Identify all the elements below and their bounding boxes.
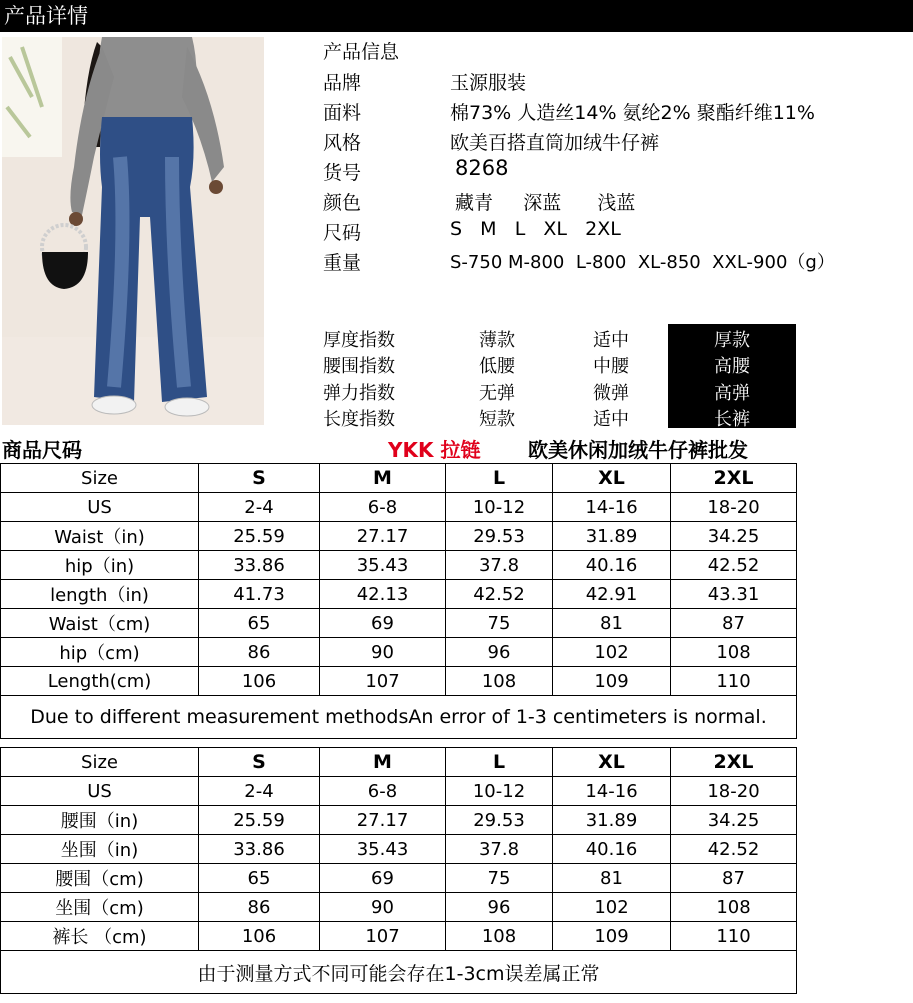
table-cell: 90 <box>320 893 446 922</box>
table-cell: 25.59 <box>199 522 320 551</box>
row-label-cell: 坐围（in) <box>1 835 199 864</box>
index-option: 无弹 <box>479 383 515 404</box>
table-cell: 31.89 <box>553 522 671 551</box>
table-cell: 90 <box>320 638 446 667</box>
table-row <box>1 522 797 551</box>
table-header-cell: L <box>446 464 553 493</box>
table-cell: 40.16 <box>553 551 671 580</box>
table-row <box>1 922 797 951</box>
table-cell: 37.8 <box>446 551 553 580</box>
table-cell: 75 <box>446 609 553 638</box>
table-cell: 86 <box>199 638 320 667</box>
table-cell: 34.25 <box>671 806 797 835</box>
table-header-cell: Size <box>1 748 199 777</box>
info-label-weight: 重量 <box>323 252 362 274</box>
index-option-selected: 长裤 <box>714 409 750 430</box>
table-cell: 106 <box>199 922 320 951</box>
table-cell: 37.8 <box>446 835 553 864</box>
table-cell: 87 <box>671 609 797 638</box>
table-cell: 96 <box>446 893 553 922</box>
table-cell: 107 <box>320 922 446 951</box>
info-label-size: 尺码 <box>323 222 362 244</box>
table-row <box>1 806 797 835</box>
table-cell: 18-20 <box>671 493 797 522</box>
row-label-cell: hip（in) <box>1 551 199 580</box>
table-row <box>1 580 797 609</box>
table-header-cell: S <box>199 464 320 493</box>
info-value-weight: S-750 M-800 L-800 XL-850 XXL-900（g） <box>450 252 835 273</box>
table-row <box>1 864 797 893</box>
table-cell: 65 <box>199 864 320 893</box>
table-cell: 34.25 <box>671 522 797 551</box>
index-option: 低腰 <box>479 356 515 377</box>
index-label-waist: 腰围指数 <box>323 356 395 377</box>
info-value-brand: 玉源服装 <box>450 72 527 94</box>
info-label-color: 颜色 <box>323 192 362 214</box>
table-cell: 10-12 <box>446 777 553 806</box>
index-option-selected: 高弹 <box>714 383 750 404</box>
header-bar <box>0 0 913 32</box>
table-header-cell: 2XL <box>671 748 797 777</box>
table-cell: 108 <box>446 922 553 951</box>
table-cell: 86 <box>199 893 320 922</box>
table-header-cell: Size <box>1 464 199 493</box>
table-cell: 35.43 <box>320 835 446 864</box>
table-row <box>1 638 797 667</box>
table-cell: 10-12 <box>446 493 553 522</box>
table-header-row <box>1 464 797 493</box>
table-cell: 6-8 <box>320 493 446 522</box>
table-note-row <box>1 696 797 739</box>
info-label-fabric: 面料 <box>323 102 362 124</box>
index-option-selected: 高腰 <box>714 356 750 377</box>
table-cell: 31.89 <box>553 806 671 835</box>
table-cell: 69 <box>320 864 446 893</box>
table-header-cell: S <box>199 748 320 777</box>
info-value-color: 藏青 深蓝 浅蓝 <box>455 192 636 214</box>
table-cell: 42.52 <box>671 551 797 580</box>
table-cell: 29.53 <box>446 522 553 551</box>
row-label-cell: US <box>1 493 199 522</box>
table-cell: 109 <box>553 667 671 696</box>
size-section-title: 商品尺码 <box>2 438 82 462</box>
table-cell: 29.53 <box>446 806 553 835</box>
table-cell: 87 <box>671 864 797 893</box>
table-row <box>1 893 797 922</box>
info-value-fabric: 棉73% 人造丝14% 氨纶2% 聚酯纤维11% <box>450 102 815 124</box>
table-header-cell: M <box>320 748 446 777</box>
table-cell: 42.13 <box>320 580 446 609</box>
table-header-cell: 2XL <box>671 464 797 493</box>
table-cell: 27.17 <box>320 806 446 835</box>
row-label-cell: Waist（cm) <box>1 609 199 638</box>
row-label-cell: hip（cm) <box>1 638 199 667</box>
table-cell: 33.86 <box>199 551 320 580</box>
table-header-cell: XL <box>553 748 671 777</box>
table-cell: 25.59 <box>199 806 320 835</box>
table-cell: 42.52 <box>446 580 553 609</box>
table-cell: 33.86 <box>199 835 320 864</box>
table-cell: 102 <box>553 893 671 922</box>
table-header-cell: L <box>446 748 553 777</box>
table-cell: 14-16 <box>553 777 671 806</box>
row-label-cell: 裤长 （cm) <box>1 922 199 951</box>
table-cell: 96 <box>446 638 553 667</box>
table-cell: 42.52 <box>671 835 797 864</box>
row-label-cell: length（in) <box>1 580 199 609</box>
table-cell: 41.73 <box>199 580 320 609</box>
table-cell: 108 <box>671 638 797 667</box>
table-cell: 2-4 <box>199 777 320 806</box>
model-jeans-illustration <box>2 37 264 425</box>
size-table-cn <box>0 747 797 994</box>
table-note-row <box>1 951 797 994</box>
table-cell: 110 <box>671 667 797 696</box>
page-title: 产品详情 <box>4 4 88 28</box>
size-table-en <box>0 463 797 739</box>
row-label-cell: 腰围（in) <box>1 806 199 835</box>
table-cell: 18-20 <box>671 777 797 806</box>
index-label-thickness: 厚度指数 <box>323 330 395 351</box>
info-value-sku: 8268 <box>455 156 509 180</box>
index-option: 薄款 <box>479 330 515 351</box>
table-cell: 69 <box>320 609 446 638</box>
table-cell: 65 <box>199 609 320 638</box>
table-row <box>1 667 797 696</box>
wholesale-subtitle: 欧美休闲加绒牛仔裤批发 <box>528 438 748 462</box>
index-option-selected: 厚款 <box>714 330 750 351</box>
table-row <box>1 777 797 806</box>
row-label-cell: Length(cm) <box>1 667 199 696</box>
info-heading: 产品信息 <box>323 41 400 63</box>
table-cell: 106 <box>199 667 320 696</box>
table-cell: 108 <box>446 667 553 696</box>
table-cell: 110 <box>671 922 797 951</box>
table-cell: 14-16 <box>553 493 671 522</box>
table-row <box>1 835 797 864</box>
table-cell: 35.43 <box>320 551 446 580</box>
info-label-brand: 品牌 <box>323 72 362 94</box>
index-option: 适中 <box>593 330 629 351</box>
row-label-cell: 腰围（cm) <box>1 864 199 893</box>
index-option: 短款 <box>479 409 515 430</box>
table-cell: 42.91 <box>553 580 671 609</box>
row-label-cell: Waist（in) <box>1 522 199 551</box>
table-cell: 109 <box>553 922 671 951</box>
table-cell: 81 <box>553 609 671 638</box>
table-cell: 102 <box>553 638 671 667</box>
table-row <box>1 493 797 522</box>
table-cell: 27.17 <box>320 522 446 551</box>
zipper-label: YKK 拉链 <box>388 438 481 462</box>
table-cell: 81 <box>553 864 671 893</box>
info-value-style: 欧美百搭直筒加绒牛仔裤 <box>450 132 660 154</box>
table-cell: 107 <box>320 667 446 696</box>
table-cell: 40.16 <box>553 835 671 864</box>
row-label-cell: US <box>1 777 199 806</box>
table-cell: 75 <box>446 864 553 893</box>
info-label-sku: 货号 <box>323 162 362 184</box>
index-option: 适中 <box>593 409 629 430</box>
info-value-size: S M L XL 2XL <box>450 218 621 240</box>
table-row <box>1 551 797 580</box>
table-cell: 43.31 <box>671 580 797 609</box>
product-photo <box>2 37 264 425</box>
index-option: 微弹 <box>593 383 629 404</box>
index-label-length: 长度指数 <box>323 409 395 430</box>
measurement-note: Due to different measurement methodsAn error of 1-3 centimeters is normal. <box>1 696 797 739</box>
table-row <box>1 609 797 638</box>
table-cell: 6-8 <box>320 777 446 806</box>
index-label-stretch: 弹力指数 <box>323 383 395 404</box>
measurement-note: 由于测量方式不同可能会存在1-3cm误差属正常 <box>1 951 797 994</box>
table-header-row <box>1 748 797 777</box>
table-cell: 108 <box>671 893 797 922</box>
row-label-cell: 坐围（cm) <box>1 893 199 922</box>
info-label-style: 风格 <box>323 132 362 154</box>
table-header-cell: M <box>320 464 446 493</box>
index-option: 中腰 <box>593 356 629 377</box>
table-header-cell: XL <box>553 464 671 493</box>
table-cell: 2-4 <box>199 493 320 522</box>
